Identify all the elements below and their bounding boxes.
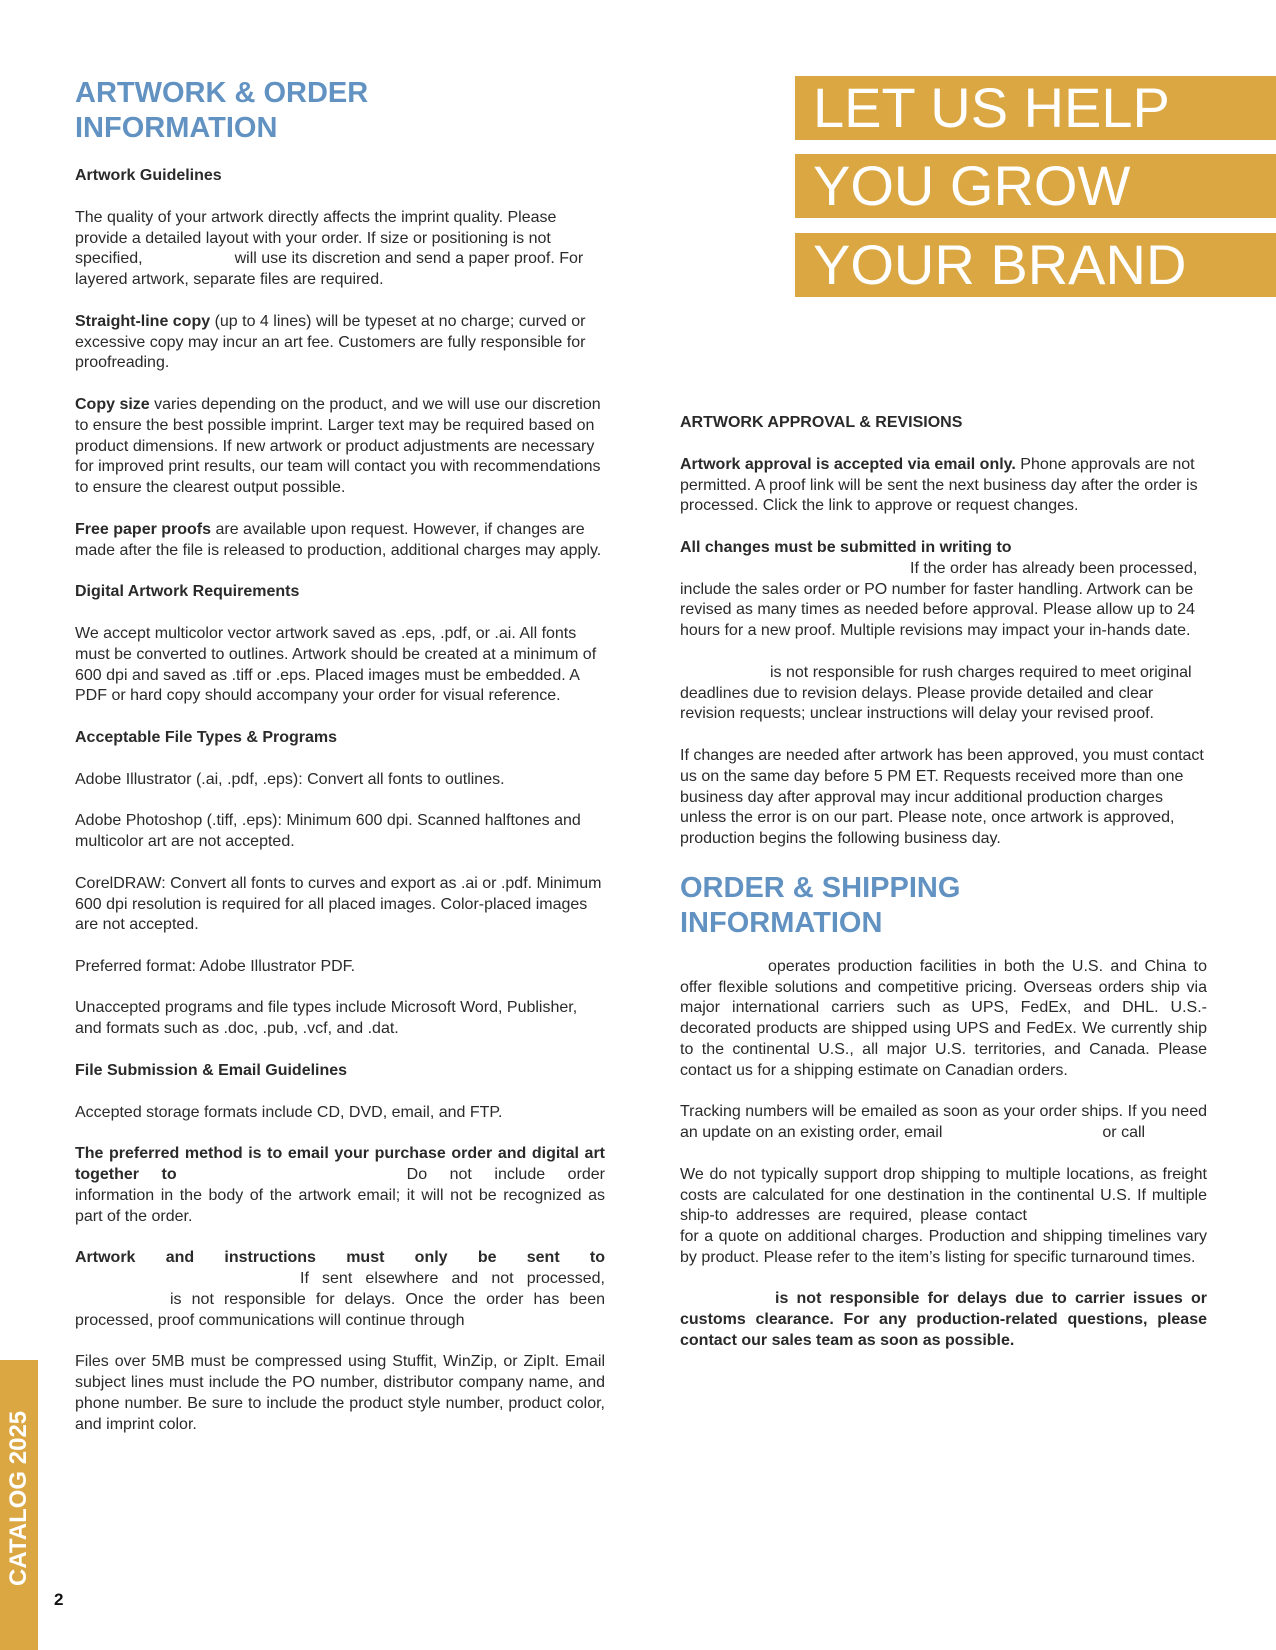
text: (up to 4 lines) will be typeset at no charge; curved or excessive copy may incur an art fee. Customers are fully responsible for proofreading.	[75, 312, 586, 372]
text: is not responsible for rush charges required to meet original deadlines due to revision delays. Please provide detailed and clear revision requests; unclear instructions will delay your revised proof.	[680, 663, 1192, 723]
banner-line-2	[795, 154, 1276, 218]
paragraph-production-facilities	[680, 957, 1207, 1082]
artwork-guidelines-heading: Artwork Guidelines	[75, 167, 222, 184]
paragraph-photoshop: Adobe Photoshop (.tiff, .eps): Minimum 600 dpi. Scanned halftones and multicolor art are not accepted.	[75, 812, 581, 851]
text: is not responsible for delays. Once the order has been processed, proof communications will continue through	[75, 1290, 605, 1329]
paragraph-approval-email	[680, 455, 1207, 517]
paragraph-free-paper-proofs	[75, 520, 605, 562]
paragraph-digital-artwork: We accept multicolor vector artwork saved as .eps, .pdf, or .ai. All fonts must be converted to outlines. Artwork should be created at a minimum of 600 dpi and saved as .tiff or .eps. Placed images must be embedded. A PDF or hard copy should accompany your order for visual reference.	[75, 624, 597, 705]
paragraph-coreldraw: CorelDRAW: Convert all fonts to curves and export as .ai or .pdf. Minimum 600 dpi resolution is required for all placed images. Color-placed images are not accepted.	[75, 874, 602, 934]
text: for a quote on additional charges. Production and shipping timelines vary by product. Please refer to the item’s listing for specific turnaround times.	[680, 1228, 1207, 1266]
digital-artwork-heading: Digital Artwork Requirements	[75, 583, 300, 601]
text: varies depending on the product, and we will use our discretion to ensure the best possible imprint. Larger text may be required based on product dimensions. If new artwork or product adjustments are necessary for improved print results, our team will contact you with recommendations to ensure the clearest output possible.	[75, 395, 601, 497]
paragraph-straight-line-copy	[75, 312, 605, 374]
text: Tracking numbers will be emailed as soon as your order ships. If you need an update on an existing order, email	[680, 1103, 1207, 1142]
bold-lead: Free paper proofs	[75, 520, 212, 538]
text: will use its discretion and send a paper proof. For layered artwork, separate files are required.	[75, 250, 584, 289]
text: If the order has already been processed, include the sales order or PO number for faster handling. Artwork can be revised as many times as needed before approval. Please allow up to 24 hours for a new proof. Multiple revisions may impact your in-hands date.	[680, 559, 1198, 640]
bold-lead: Straight-line copy	[75, 312, 211, 330]
left-column	[75, 76, 605, 1456]
paragraph-artwork-instructions	[75, 1248, 605, 1331]
paragraph-preferred-format: Preferred format: Adobe Illustrator PDF.	[75, 957, 356, 975]
order-shipping-title: ORDER & SHIPPING INFORMATION	[680, 871, 961, 939]
text: The quality of your artwork directly affects the imprint quality. Please provide a detailed layout with your order. If size or positioning is not specified,	[75, 208, 557, 268]
paragraph-copy-size	[75, 395, 605, 499]
paragraph-preferred-method	[75, 1144, 605, 1227]
text: Phone approvals are not permitted. A proof link will be sent the next business day after the order is processed. Click the link to approve or request changes.	[680, 455, 1198, 515]
paragraph-changes-writing	[680, 538, 1207, 642]
file-types-heading: Acceptable File Types & Programs	[75, 728, 338, 746]
paragraph-compression: Files over 5MB must be compressed using Stuffit, WinZip, or ZipIt. Email subject lines must include the PO number, distributor company name, and phone number. Be sure to include the product style number, product color, and imprint color.	[75, 1353, 605, 1433]
approval-heading: ARTWORK APPROVAL & REVISIONS	[680, 414, 963, 431]
paragraph-changes-after-approval: If changes are needed after artwork has been approved, you must contact us on the same day before 5 PM ET. Requests received more than one business day after approval may incur additional production charges unless the error is on our part. Please note, once artwork is approved, production begins the following business day.	[680, 746, 1204, 848]
text: are available upon request. However, if changes are made after the file is released to production, additional charges may apply.	[75, 520, 602, 559]
text: is not responsible for delays due to carrier issues or customs clearance. For any production-related questions, please contact our sales team as soon as possible.	[680, 1290, 1207, 1350]
paragraph-tracking	[680, 1102, 1207, 1144]
banner-line-1	[795, 76, 1276, 140]
bold-lead: Copy size	[75, 395, 150, 413]
paragraph-artwork-quality	[75, 208, 605, 291]
paragraph-carrier-delays	[680, 1289, 1207, 1351]
paragraph-illustrator: Adobe Illustrator (.ai, .pdf, .eps): Convert all fonts to outlines.	[75, 770, 505, 788]
paragraph-unaccepted: Unaccepted programs and file types include Microsoft Word, Publisher, and formats such as .doc, .pub, .vcf, and .dat.	[75, 999, 578, 1038]
banner-text: YOU GROW	[813, 154, 1131, 217]
paragraph-drop-shipping	[680, 1165, 1207, 1269]
banner-text: LET US HELP	[813, 76, 1170, 139]
catalog-sidebar	[0, 1360, 38, 1650]
bold-lead: Artwork and instructions must only be sent to	[75, 1249, 605, 1267]
text: Do not include order information in the body of the artwork email; it will not be recognized as part of the order.	[75, 1166, 605, 1225]
text: We do not typically support drop shipping to multiple locations, as freight costs are calculated for one destination in the continental U.S. If multiple ship-to addresses are required, please contact	[680, 1165, 1207, 1225]
bold-lead: Artwork approval is accepted via email only.	[680, 455, 1016, 473]
page-title: ARTWORK & ORDER INFORMATION	[75, 77, 369, 144]
paragraph-storage-formats: Accepted storage formats include CD, DVD, email, and FTP.	[75, 1103, 503, 1121]
catalog-label: CATALOG 2025	[5, 1410, 32, 1586]
bold-lead: All changes must be submitted in writing to	[680, 538, 1012, 556]
text: operates production facilities in both the U.S. and China to offer flexible solutions and competitive pricing. Overseas orders ship via major international carriers such as UPS, FedEx, and DHL. U.S.-decorated products are shipped using UPS and FedEx. We currently ship to the continental U.S., all major U.S. territories, and Canada. Please contact us for a shipping estimate on Canadian orders.	[680, 957, 1207, 1079]
paragraph-rush-charges	[680, 663, 1207, 725]
text: or call	[1102, 1124, 1146, 1142]
page-number: 2	[54, 1590, 64, 1609]
file-submission-heading: File Submission & Email Guidelines	[75, 1061, 348, 1079]
banner-line-3	[795, 233, 1276, 297]
right-column	[680, 413, 1207, 1373]
bold-lead: The preferred method is to email your purchase order and digital art together to	[75, 1145, 605, 1184]
text: If sent elsewhere and not processed,	[300, 1270, 605, 1288]
banner-text: YOUR BRAND	[813, 233, 1187, 296]
